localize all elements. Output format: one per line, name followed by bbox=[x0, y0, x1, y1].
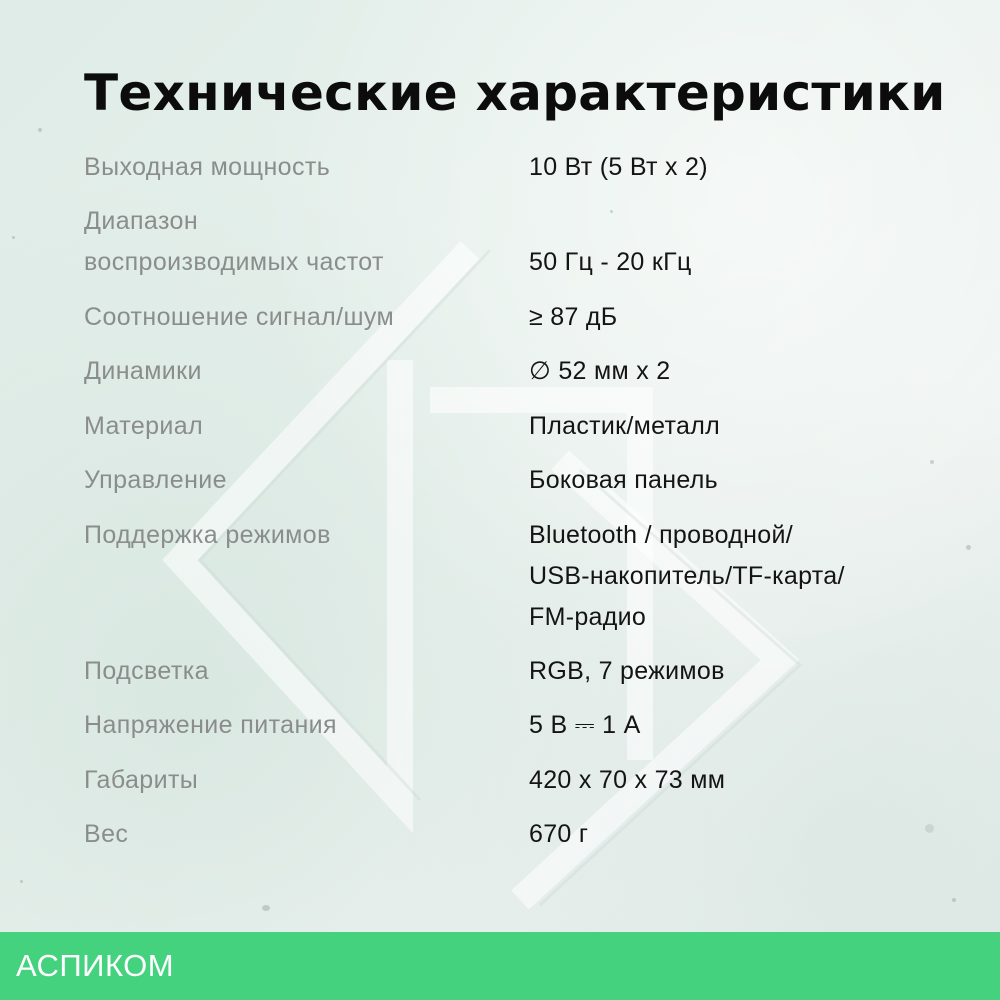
spec-value: Bluetooth / проводной/ USB-накопитель/TF-карта/ FM-радио bbox=[529, 521, 845, 631]
spec-value: ≥ 87 дБ bbox=[529, 303, 618, 331]
spec-label: Напряжение питания bbox=[84, 711, 337, 739]
spec-label: Поддержка режимов bbox=[84, 521, 331, 549]
spec-label: Материал bbox=[84, 412, 204, 440]
brand-name: АСПИКОМ bbox=[16, 948, 175, 983]
spec-label: Динамики bbox=[84, 357, 202, 385]
spec-value: Пластик/металл bbox=[529, 412, 720, 440]
spec-value: RGB, 7 режимов bbox=[529, 657, 725, 685]
spec-value: 670 г bbox=[529, 820, 589, 848]
spec-value: Боковая панель bbox=[529, 466, 718, 494]
spec-label: Подсветка bbox=[84, 657, 209, 685]
spec-label: Соотношение сигнал/шум bbox=[84, 303, 395, 331]
page-title: Технические характеристики bbox=[84, 64, 946, 122]
spec-label: Управление bbox=[84, 466, 227, 494]
spec-label: Выходная мощность bbox=[84, 153, 331, 181]
spec-value: 10 Вт (5 Вт х 2) bbox=[529, 153, 708, 181]
spec-label: Вес bbox=[84, 820, 129, 848]
spec-label: Габариты bbox=[84, 766, 199, 794]
spec-value: 420 х 70 х 73 мм bbox=[529, 766, 726, 794]
spec-value: 50 Гц - 20 кГц bbox=[529, 248, 692, 276]
spec-value: 5 В ⎓ 1 А bbox=[529, 711, 641, 739]
footer-bar bbox=[0, 932, 1000, 1000]
spec-label: Диапазон воспроизводимых частот bbox=[84, 207, 384, 276]
spec-value: ∅ 52 мм х 2 bbox=[529, 357, 671, 385]
